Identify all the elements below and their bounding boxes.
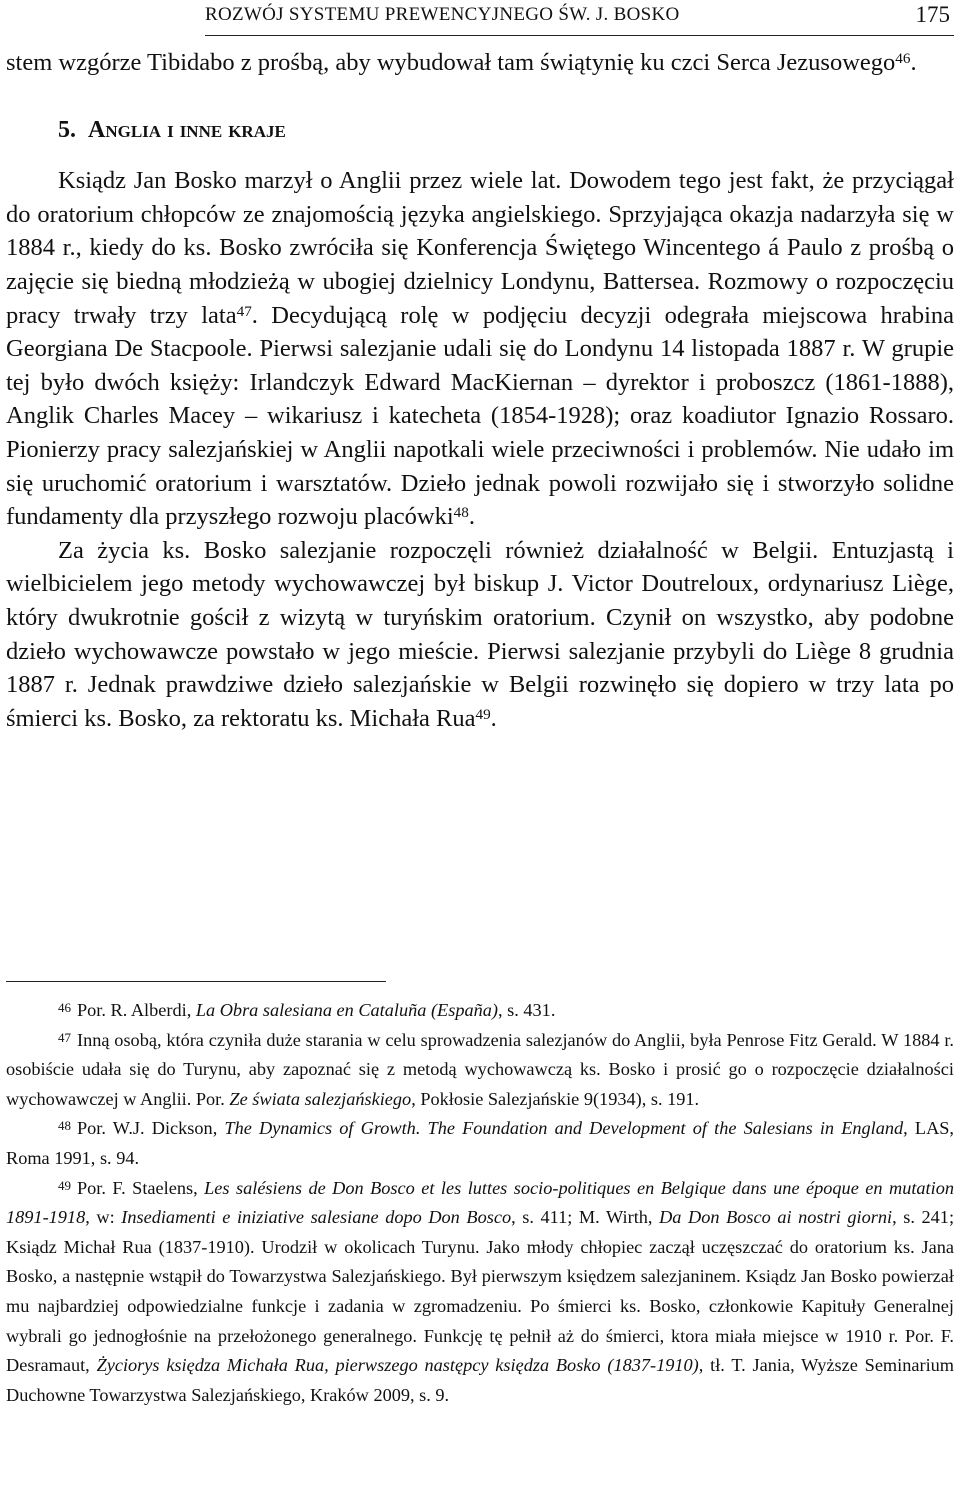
footnote-text: , w: [85, 1207, 122, 1228]
footnote-text: , tł. T. Jania, Wyższe Seminarium Duchowne Towarzystwa Salezjańskiego, Kraków 2009, s. 9. [6, 1355, 955, 1405]
footnote-number: 48 [58, 1118, 71, 1134]
paragraph-end: . [490, 704, 497, 732]
footnote-title: Da Don Bosco ai nostri giorni [659, 1207, 893, 1228]
footnote-ref-49: 49 [475, 705, 491, 723]
footnote-text: , s. 411; M. Wirth, [511, 1207, 660, 1228]
footnote-text: , s. 241; Ksiądz Michał Rua (1837-1910). Urodził w okolicach Turynu. Jako młody chłopiec zaczął uczęszczać do oratorium ks. Jana Bosko, a następnie wstąpił do Towarzystwa Salezjańskiego. Był pierwszym księdzem salezjaninem. Ksiądz Jan Bosko powierzał mu najbardziej odpowiedzialne funkcje i zadania w zgromadzeniu. Po śmierci ks. Bosko, członkowie Kapituły Generalnej wybrali go jednogłośnie na przełożonego generalnego. Funkcję tę pełnił aż do śmierci, ktora miała miejsce w 1910 r. Por. F. Desramaut, [6, 1207, 955, 1376]
footnote-ref-48: 48 [453, 504, 469, 522]
footnote-text: , LAS, Roma 1991, s. 94. [6, 1118, 955, 1168]
paragraph-belgium [6, 534, 954, 736]
footnote-rule [6, 981, 386, 982]
footnote-title: Les salésiens de Don Bosco et les luttes socio-politiques en Belgique dans une époque en mutation 1891-1918 [6, 1177, 954, 1228]
footnote-ref-47: 47 [236, 302, 252, 320]
footnote-text: , Pokłosie Salezjańskie 9(1934), s. 191. [411, 1088, 700, 1109]
footnote-47 [6, 1026, 954, 1115]
footnote-title: La Obra salesiana en Cataluña (España) [195, 1000, 498, 1020]
footnote-number: 46 [58, 1000, 71, 1015]
footnotes [6, 996, 954, 1410]
footnote-title: The Dynamics of Growth. The Foundation and Development of the Salesians in England [224, 1118, 904, 1139]
main-text [6, 46, 954, 735]
footnote-title: Ze świata salezjańskiego [229, 1088, 412, 1109]
running-title: ROZWÓJ SYSTEMU PREWENCYJNEGO ŚW. J. BOSKO [205, 4, 680, 25]
footnote-title: Życiorys księdza Michała Rua, pierwszego następcy księdza Bosko (1837-1910) [96, 1355, 699, 1376]
paragraph-end: . [468, 503, 475, 531]
footnote-48 [6, 1114, 954, 1173]
footnote-text: , s. 431. [498, 1000, 556, 1020]
paragraph-text-a: Ksiądz Jan Bosko marzył o Anglii przez wiele lat. Dowodem tego jest fakt, że przyciągał do oratorium chłopców ze znajomością języka angielskiego. Sprzyjająca okazja nadarzyła się w 1884 r., kiedy do ks. Bosko zwróciła się Konferencja Świętego Wincentego á Paulo z prośbą o zajęcie się biedną młodzieżą w ubogiej dzielnicy Londynu, Battersea. Rozmowy o rozpoczęciu pracy trwały trzy lata [6, 167, 954, 329]
paragraph-text: Za życia ks. Bosko salezjanie rozpoczęli również działalność w Belgii. Entuzjastą i wielbicielem jego metody wychowawczej był biskup J. Victor Doutreloux, ordynariusz Liège, który dwukrotnie gościł z wizytą w turyńskim oratorium. Czynił on wszystko, aby podobne dzieło wychowawcze powstało w jego mieście. Pierwsi salezjanie przybyli do Liège 8 grudnia 1887 r. Jednak prawdziwe dzieło salezjańskie w Belgii rozwinęło się dopiero w trzy lata po śmierci ks. Bosko, za rektoratu ks. Michała Rua [6, 536, 954, 732]
footnote-46 [6, 996, 954, 1026]
section-title-rest: nglia i inne kraje [105, 116, 286, 143]
footnote-number: 47 [58, 1029, 71, 1045]
running-header [0, 0, 960, 36]
section-number: 5. [58, 116, 76, 143]
paragraph-text: stem wzgórze Tibidabo z prośbą, aby wybudował tam świątynię ku czci Serca Jezusowego [6, 49, 896, 76]
paragraph-text-b: . Decydującą rolę w podjęciu decyzji odegrała miejscowa hrabina Georgiana De Stacpoole. Pierwsi salezjanie udali się do Londynu 14 listopada 1887 r. W grupie tej było dwóch księży: Irlandczyk Edward MacKiernan – dyrektor i proboszcz (1861-1888), Anglik Charles Macey – wikariusz i katecheta (1854-1928); oraz koadiutor Ignazio Rossaro. Pionierzy pracy salezjańskiej w Anglii napotkali wiele przeciwności i problemów. Nie udało im się uruchomić oratorium i warsztatów. Dzieło jednak powoli rozwijało się i stworzyło solidne fundamenty dla przyszłego rozwoju placówki [6, 301, 955, 531]
paragraph-continued [6, 46, 954, 80]
footnote-text: Por. F. Staelens, [77, 1177, 205, 1198]
header-rule [205, 35, 954, 36]
footnote-number: 49 [58, 1177, 71, 1193]
footnote-text: Por. W.J. Dickson, [77, 1118, 225, 1139]
section-title-cap: A [88, 116, 106, 143]
footnote-text: Por. R. Alberdi, [77, 1000, 196, 1020]
footnote-title: Insediamenti e iniziative salesiane dopo Don Bosco [121, 1207, 512, 1228]
footnote-text: Inną osobą, która czyniła duże starania w celu sprowadzenia salezjanów do Anglii, była Penrose Fitz Gerald. W 1884 r. osobiście udała się do Turynu, aby zapoznać się z metodą wychowawczą ks. Bosko i prosić go o rozpoczęcie działalności wychowawczej w Anglii. Por. [6, 1029, 954, 1109]
paragraph-england [6, 164, 954, 534]
footnote-ref-46: 46 [895, 50, 911, 67]
section-heading [6, 114, 954, 148]
footnote-49 [6, 1174, 954, 1411]
page-number: 175 [915, 2, 950, 27]
paragraph-end: . [910, 49, 917, 76]
